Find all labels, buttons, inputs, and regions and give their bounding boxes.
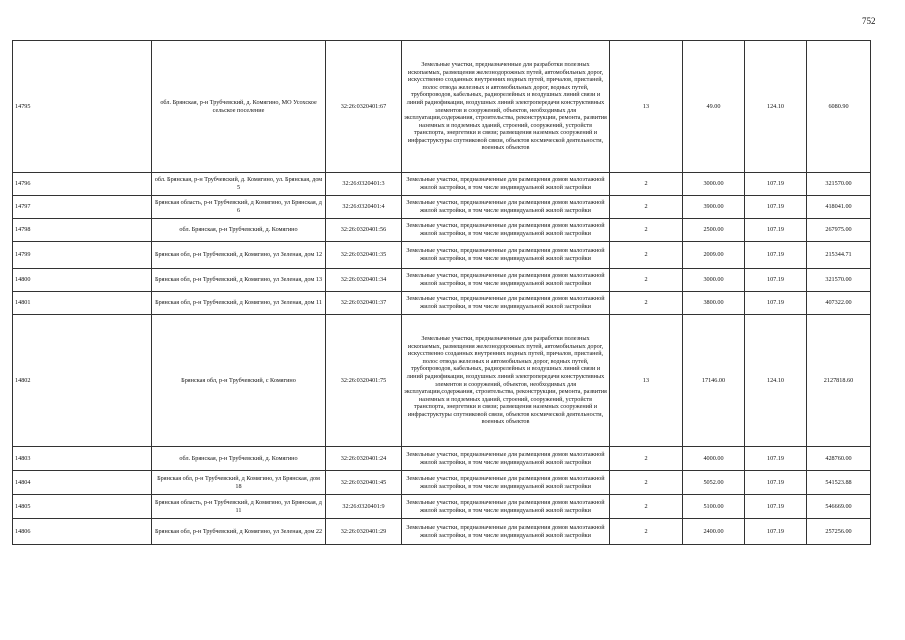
row-rate: 107.19	[745, 471, 807, 495]
row-cadastral-number: 32:26:0320401:4	[326, 196, 402, 219]
row-address: Брянская обл, р-н Трубчевский, д Комягино, ул Зеленая, дом 12	[152, 242, 326, 269]
row-cadastral-value: 418041.00	[807, 196, 871, 219]
row-number: 14797	[13, 196, 152, 219]
row-number: 14805	[13, 495, 152, 519]
row-rate: 107.19	[745, 269, 807, 292]
row-zone-group: 2	[610, 495, 683, 519]
row-rate: 107.19	[745, 242, 807, 269]
row-zone-group: 13	[610, 315, 683, 447]
land-registry-table	[12, 40, 871, 545]
row-cadastral-number: 32:26:0320401:24	[326, 447, 402, 471]
row-area: 17146.00	[683, 315, 745, 447]
row-cadastral-number: 32:26:0320401:37	[326, 292, 402, 315]
row-land-use: Земельные участки, предназначенные для размещения домов малоэтажной жилой застройки, в том числе индивидуальной жилой застройки	[402, 269, 610, 292]
row-area: 5052.00	[683, 471, 745, 495]
row-rate: 124.10	[745, 315, 807, 447]
row-land-use: Земельные участки, предназначенные для размещения домов малоэтажной жилой застройки, в том числе индивидуальной жилой застройки	[402, 173, 610, 196]
row-address: Брянская область, р-н Трубчевский, д Комягино, ул Брянская, д 6	[152, 196, 326, 219]
row-number: 14799	[13, 242, 152, 269]
row-zone-group: 2	[610, 196, 683, 219]
row-area: 3000.00	[683, 269, 745, 292]
row-address: обл. Брянская, р-н Трубчевский, д. Комягино	[152, 219, 326, 242]
table-row	[13, 495, 871, 519]
table-row	[13, 315, 871, 447]
row-land-use: Земельные участки, предназначенные для размещения домов малоэтажной жилой застройки, в том числе индивидуальной жилой застройки	[402, 495, 610, 519]
row-land-use: Земельные участки, предназначенные для разработки полезных ископаемых, размещения железнодорожных путей, автомобильных дорог, искусственно созданных внутренних водных путей, причалов, пристаней, полос отвода железных и автомобильных дорог, водных путей, трубопроводов, кабельных, радиорелейных и воздушных линий связи и линий радиофикации, воздушных линий электропередачи конструктивных элементов и сооружений, объектов, необходимых для эксплуатации,содержания, строительства, реконструкции, ремонта, развития наземных и подземных зданий, строений, сооружений, устройств транспорта, энергетики и связи; размещения наземных сооружений и инфраструктуры спутниковой связи, объектов космической деятельности, военных объектов	[402, 315, 610, 447]
row-rate: 107.19	[745, 495, 807, 519]
row-cadastral-value: 267975.00	[807, 219, 871, 242]
row-zone-group: 2	[610, 292, 683, 315]
row-zone-group: 2	[610, 219, 683, 242]
row-cadastral-number: 32:26:0320401:3	[326, 173, 402, 196]
row-zone-group: 2	[610, 471, 683, 495]
row-cadastral-value: 546669.00	[807, 495, 871, 519]
row-address: обл. Брянская, р-н Трубчевский, д. Комягино, ул. Брянская, дом 5	[152, 173, 326, 196]
row-number: 14796	[13, 173, 152, 196]
row-cadastral-number: 32:26:0320401:34	[326, 269, 402, 292]
table-row	[13, 196, 871, 219]
row-land-use: Земельные участки, предназначенные для размещения домов малоэтажной жилой застройки, в том числе индивидуальной жилой застройки	[402, 219, 610, 242]
row-zone-group: 13	[610, 41, 683, 173]
row-number: 14798	[13, 219, 152, 242]
row-number: 14802	[13, 315, 152, 447]
row-area: 4000.00	[683, 447, 745, 471]
row-cadastral-number: 32:26:0320401:9	[326, 495, 402, 519]
row-number: 14806	[13, 519, 152, 545]
row-cadastral-number: 32:26:0320401:75	[326, 315, 402, 447]
table-row	[13, 219, 871, 242]
row-rate: 107.19	[745, 196, 807, 219]
row-cadastral-value: 215344.71	[807, 242, 871, 269]
row-address: Брянская обл, р-н Трубчевский, д Комягино, ул Зеленая, дом 11	[152, 292, 326, 315]
row-land-use: Земельные участки, предназначенные для размещения домов малоэтажной жилой застройки, в том числе индивидуальной жилой застройки	[402, 242, 610, 269]
row-number: 14800	[13, 269, 152, 292]
row-cadastral-value: 6080.90	[807, 41, 871, 173]
row-rate: 107.19	[745, 519, 807, 545]
table-body	[13, 41, 871, 545]
row-cadastral-number: 32:26:0320401:56	[326, 219, 402, 242]
table-row	[13, 173, 871, 196]
row-cadastral-number: 32:26:0320401:35	[326, 242, 402, 269]
row-rate: 124.10	[745, 41, 807, 173]
row-address: Брянская обл, р-н Трубчевский, д Комягино, ул Зеленая, дом 22	[152, 519, 326, 545]
table-row	[13, 242, 871, 269]
row-land-use: Земельные участки, предназначенные для размещения домов малоэтажной жилой застройки, в том числе индивидуальной жилой застройки	[402, 471, 610, 495]
row-rate: 107.19	[745, 447, 807, 471]
row-area: 3000.00	[683, 173, 745, 196]
row-cadastral-number: 32:26:0320401:29	[326, 519, 402, 545]
row-number: 14795	[13, 41, 152, 173]
row-land-use: Земельные участки, предназначенные для размещения домов малоэтажной жилой застройки, в том числе индивидуальной жилой застройки	[402, 196, 610, 219]
table-row	[13, 447, 871, 471]
row-zone-group: 2	[610, 173, 683, 196]
row-area: 49.00	[683, 41, 745, 173]
row-number: 14804	[13, 471, 152, 495]
row-rate: 107.19	[745, 292, 807, 315]
row-land-use: Земельные участки, предназначенные для разработки полезных ископаемых, размещения железнодорожных путей, автомобильных дорог, искусственно созданных внутренних водных путей, причалов, пристаней, полос отвода железных и автомобильных дорог, водных путей, трубопроводов, кабельных, радиорелейных и воздушных линий связи и линий радиофикации, воздушных линий электропередачи конструктивных элементов и сооружений, объектов, необходимых для эксплуатации,содержания, строительства, реконструкции, ремонта, развития наземных и подземных зданий, строений, сооружений, устройств транспорта, энергетики и связи; размещения наземных сооружений и инфраструктуры спутниковой связи, объектов космической деятельности, военных объектов	[402, 41, 610, 173]
row-cadastral-value: 541523.88	[807, 471, 871, 495]
row-cadastral-number: 32:26:0320401:45	[326, 471, 402, 495]
row-area: 5100.00	[683, 495, 745, 519]
row-number: 14801	[13, 292, 152, 315]
row-address: Брянская область, р-н Трубчевский, д Комягино, ул Брянская, д 11	[152, 495, 326, 519]
row-area: 3900.00	[683, 196, 745, 219]
row-zone-group: 2	[610, 242, 683, 269]
row-address: Брянская обл, р-н Трубчевский, д Комягино, ул Зеленая, дом 13	[152, 269, 326, 292]
row-cadastral-value: 407322.00	[807, 292, 871, 315]
table-row	[13, 471, 871, 495]
table-row	[13, 292, 871, 315]
row-cadastral-value: 2127818.60	[807, 315, 871, 447]
row-zone-group: 2	[610, 269, 683, 292]
row-cadastral-value: 321570.00	[807, 173, 871, 196]
row-address: обл. Брянская, р-н Трубчевский, д. Комягино	[152, 447, 326, 471]
row-number: 14803	[13, 447, 152, 471]
row-cadastral-value: 428760.00	[807, 447, 871, 471]
row-land-use: Земельные участки, предназначенные для размещения домов малоэтажной жилой застройки, в том числе индивидуальной жилой застройки	[402, 519, 610, 545]
row-cadastral-value: 321570.00	[807, 269, 871, 292]
row-zone-group: 2	[610, 447, 683, 471]
row-address: Брянская обл, р-н Трубчевский, д Комягино, ул Брянская, дом 18	[152, 471, 326, 495]
row-area: 2400.00	[683, 519, 745, 545]
row-rate: 107.19	[745, 173, 807, 196]
table-row	[13, 519, 871, 545]
table-row	[13, 269, 871, 292]
page-number: 752	[862, 16, 876, 26]
row-address: обл. Брянская, р-н Трубчевский, д. Комягино, МО Усохское сельское поселение	[152, 41, 326, 173]
row-cadastral-value: 257256.00	[807, 519, 871, 545]
row-area: 3800.00	[683, 292, 745, 315]
row-area: 2009.00	[683, 242, 745, 269]
row-cadastral-number: 32:26:0320401:67	[326, 41, 402, 173]
row-rate: 107.19	[745, 219, 807, 242]
row-land-use: Земельные участки, предназначенные для размещения домов малоэтажной жилой застройки, в том числе индивидуальной жилой застройки	[402, 447, 610, 471]
row-land-use: Земельные участки, предназначенные для размещения домов малоэтажной жилой застройки, в том числе индивидуальной жилой застройки	[402, 292, 610, 315]
row-zone-group: 2	[610, 519, 683, 545]
row-area: 2500.00	[683, 219, 745, 242]
row-address: Брянская обл, р-н Трубчевский, с Комягино	[152, 315, 326, 447]
table-row	[13, 41, 871, 173]
